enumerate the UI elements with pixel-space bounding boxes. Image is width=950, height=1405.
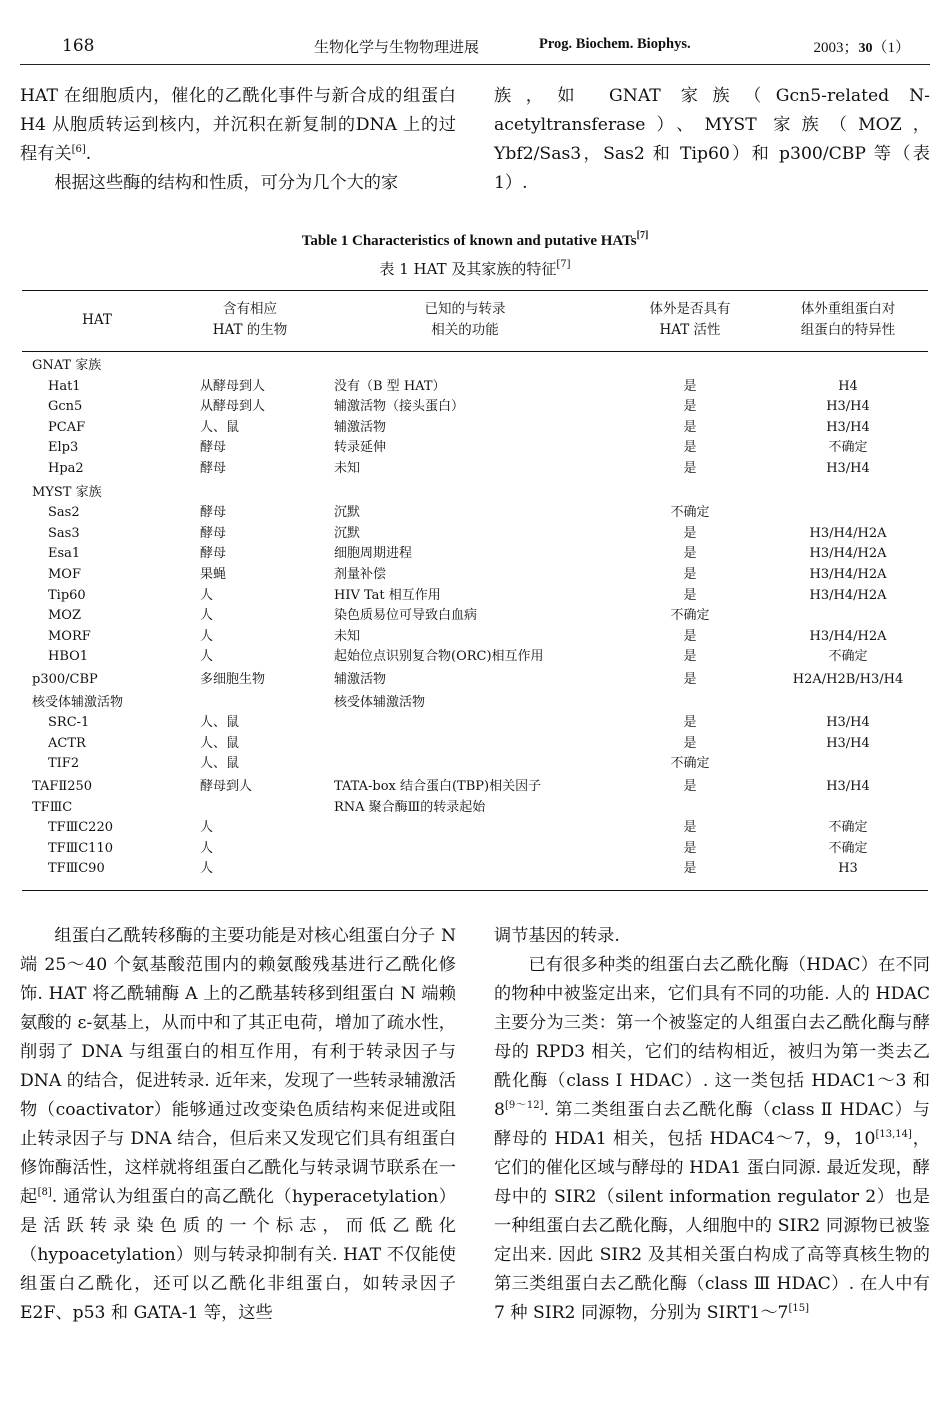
citation: [13,14] <box>875 1129 912 1140</box>
cell-hat: TFⅢC110 <box>48 840 113 856</box>
cell-function: 未知 <box>334 461 361 476</box>
cell-hat: Esa1 <box>48 546 81 562</box>
table-row <box>0 734 950 755</box>
cell-function: 沉默 <box>334 505 361 521</box>
table-header-function: 已知的与转录 相关的功能 <box>424 301 506 338</box>
table-row <box>0 503 950 524</box>
cell-hat: TIF2 <box>48 756 80 772</box>
cell-function: 辅激活物 <box>334 672 387 687</box>
citation: [6] <box>71 144 86 155</box>
cell-activity: 是 <box>683 546 697 562</box>
cell-hat: Hpa2 <box>48 461 84 476</box>
cell-specificity: H3/H4 <box>826 715 870 731</box>
cell-hat: TFⅢC <box>32 799 73 815</box>
cell-hat: TFⅢC90 <box>48 861 105 877</box>
cell-activity: 是 <box>683 440 697 456</box>
cell-organism: 从酵母到人 <box>200 399 266 415</box>
table-row <box>0 544 950 565</box>
cell-hat: Sas3 <box>48 525 80 541</box>
citation: [8] <box>37 1187 52 1198</box>
table-row <box>0 754 950 775</box>
cell-organism: 人 <box>200 608 214 624</box>
cell-organism: 酵母 <box>200 546 227 562</box>
table-top-rule <box>22 290 928 291</box>
cell-function: 细胞周期进程 <box>334 546 413 562</box>
table-row <box>0 565 950 586</box>
table-row <box>0 483 950 504</box>
cell-hat: 核受体辅激活物 <box>32 694 124 710</box>
table-row <box>0 647 950 668</box>
page-number: 168 <box>62 36 95 56</box>
cell-specificity: 不确定 <box>828 649 868 665</box>
cell-activity: 是 <box>683 820 697 836</box>
cell-activity: 不确定 <box>670 756 710 772</box>
table-row <box>0 818 950 839</box>
cell-hat: p300/CBP <box>32 672 98 687</box>
cell-hat: SRC-1 <box>48 715 90 731</box>
cell-specificity: H4 <box>838 378 858 394</box>
paragraph: 族，如 GNAT 家族（Gcn5-related N-acetyltransferase）、MYST 家族（MOZ，Ybf2/Sas3，Sas2 和 Tip60）和 p300/CBP 等（表 1）. <box>494 86 930 193</box>
cell-organism: 人 <box>200 649 214 665</box>
cell-hat: Elp3 <box>48 440 79 456</box>
cell-specificity: H3/H4 <box>826 399 870 415</box>
cell-activity: 是 <box>683 461 697 476</box>
cell-function: 核受体辅激活物 <box>334 694 426 710</box>
cell-hat: MORF <box>48 628 91 644</box>
cell-specificity: H3/H4 <box>826 735 870 751</box>
table-row <box>0 459 950 480</box>
citation: [15] <box>788 1303 809 1314</box>
cell-organism: 酵母 <box>200 440 227 456</box>
cell-organism: 酵母 <box>200 505 227 521</box>
cell-organism: 人、鼠 <box>200 756 240 772</box>
cell-hat: ACTR <box>48 735 86 751</box>
table-row <box>0 524 950 545</box>
cell-activity: 是 <box>683 419 697 435</box>
cell-hat: MOZ <box>48 608 82 624</box>
cell-activity: 是 <box>683 567 697 582</box>
table-row <box>0 627 950 648</box>
table-row <box>0 397 950 418</box>
cell-specificity: H3/H4 <box>826 419 870 435</box>
cell-activity: 是 <box>683 628 697 644</box>
cell-activity: 不确定 <box>670 608 710 624</box>
cell-organism: 果蝇 <box>200 567 227 582</box>
cell-organism: 人、鼠 <box>200 715 240 731</box>
cell-function: 辅激活物（接头蛋白） <box>334 399 465 415</box>
table-caption-en: Table 1 Characteristics of known and putative HATs[7] <box>301 230 649 249</box>
cell-hat: TFⅢC220 <box>48 820 113 836</box>
table-caption-cn: 表 1 HAT 及其家族的特征[7] <box>379 259 571 278</box>
cell-organism: 人 <box>200 861 214 877</box>
cell-specificity: 不确定 <box>828 820 868 836</box>
cell-activity: 是 <box>683 378 697 394</box>
paragraph: HAT 在细胞质内，催化的乙酰化事件与新合成的组蛋白 H4 从胞质转运到核内，并沉积在新复制的DNA 上的过程有关[6]. <box>20 86 456 164</box>
table-header-hat: HAT <box>82 312 112 328</box>
cell-specificity: H3/H4/H2A <box>809 628 887 644</box>
table-header-activity: 体外是否具有 HAT 活性 <box>649 301 731 338</box>
cell-organism: 人 <box>200 628 214 644</box>
table-row <box>0 586 950 607</box>
cell-activity: 是 <box>683 779 697 794</box>
paragraph: 已有很多种类的组蛋白去乙酰化酶（HDAC）在不同的物种中被鉴定出来，它们具有不同的功能. 人的 HDAC 主要分为三类：第一个被鉴定的人组蛋白去乙酰化酶与酵母的 RPD3 相关，它们的结构相近，被归为第一类去乙酰化酶（class Ⅰ HDAC）. 这一类包括 HDAC1～3 和 8[9～12]. 第二类组蛋白去乙酰化酶（class Ⅱ HDAC）与酵母的 HDA1 相关，包括 HDAC4～7，9，10[13,14]，它们的催化区域与酵母的 HDA1 蛋白同源. 最近发现，酵母中的 SIR2（silent information regulator 2）也是一种组蛋白去乙酰化酶，人细胞中的 SIR2 同源物已被鉴定出来. 因此 SIR2 及其相关蛋白构成了高等真核生物的第三类组蛋白去乙酰化酶（class Ⅲ HDAC）. 在人中有 7 种 SIR2 同源物，分别为 SIRT1～7[15] <box>494 955 930 1323</box>
top-right-column <box>494 82 930 198</box>
paragraph: 调节基因的转录. <box>494 926 620 946</box>
cell-activity: 是 <box>683 840 697 856</box>
journal-title-en: Prog. Biochem. Biophys. <box>539 36 691 52</box>
cell-organism: 酵母 <box>200 461 227 476</box>
citation: [9～12] <box>504 1100 544 1111</box>
table-row <box>0 670 950 691</box>
table-row <box>0 777 950 798</box>
table-row <box>0 606 950 627</box>
table-header-organism: 含有相应 HAT 的生物 <box>212 301 288 338</box>
header-rule <box>20 64 930 65</box>
table-row <box>0 859 950 880</box>
cell-specificity: H3/H4/H2A <box>809 525 887 541</box>
cell-organism: 从酵母到人 <box>200 378 266 394</box>
cell-organism: 人 <box>200 840 214 856</box>
cell-activity: 是 <box>683 715 697 731</box>
cell-activity: 是 <box>683 525 697 541</box>
cell-specificity: H3 <box>838 861 858 877</box>
bottom-left-column <box>20 922 456 1346</box>
table-row <box>0 438 950 459</box>
cell-hat: GNAT 家族 <box>32 358 102 373</box>
cell-organism: 酵母 <box>200 525 227 541</box>
top-left-column <box>20 82 456 198</box>
cell-specificity: 不确定 <box>828 840 868 856</box>
paragraph: 根据这些酶的结构和性质，可分为几个大的家 <box>54 173 399 193</box>
paragraph: 组蛋白乙酰转移酶的主要功能是对核心组蛋白分子 N 端 25～40 个氨基酸范围内的赖氨酸残基进行乙酰化修饰. HAT 将乙酰辅酶 A 上的乙酰基转移到组蛋白 N 端赖氨酸的 ε-氨基上，从而中和了其正电荷，增加了疏水性，削弱了 DNA 与组蛋白的相互作用，有利于转录因子与 DNA 的结合，促进转录. 近年来，发现了一些转录辅激活物（coactivator）能够通过改变染色质结构来促进或阻止转录因子与 DNA 结合，但后来又发现它们具有组蛋白修饰酶活性，这样就将组蛋白乙酰化与转录调节联系在一起[8]. 通常认为组蛋白的高乙酰化（hyperacetylation）是活跃转录染色质的一个标志，而低乙酰化（hypoacetylation）则与转录抑制有关. HAT 不仅能使组蛋白乙酰化，还可以乙酰化非组蛋白，如转录因子 E2F、p53 和 GATA-1 等，这些 <box>20 926 456 1323</box>
journal-title-cn: 生物化学与生物物理进展 <box>314 38 480 56</box>
cell-function: HIV Tat 相互作用 <box>334 587 441 603</box>
cell-function: 剂量补偿 <box>334 567 387 582</box>
cell-activity: 是 <box>683 649 697 665</box>
table-row <box>0 798 950 819</box>
cell-hat: HBO1 <box>48 649 89 665</box>
cell-function: 辅激活物 <box>334 419 387 435</box>
cell-organism: 人 <box>200 820 214 836</box>
table-row <box>0 693 950 714</box>
cell-activity: 是 <box>683 735 697 751</box>
table-bottom-rule <box>22 890 928 891</box>
cell-activity: 是 <box>683 587 697 603</box>
cell-function: 起始位点识别复合物(ORC)相互作用 <box>334 649 544 665</box>
cell-specificity: H2A/H2B/H3/H4 <box>792 672 904 687</box>
table-row <box>0 713 950 734</box>
volume-issue: 2003；30（1） <box>813 40 910 56</box>
cell-specificity: H3/H4 <box>826 779 870 794</box>
cell-organism: 多细胞生物 <box>200 672 266 687</box>
cell-specificity: H3/H4/H2A <box>809 546 887 562</box>
cell-organism: 人、鼠 <box>200 419 240 435</box>
cell-function: 未知 <box>334 628 361 644</box>
cell-hat: Sas2 <box>48 505 80 521</box>
bottom-right-column <box>494 922 930 1346</box>
cell-organism: 人 <box>200 587 214 603</box>
cell-hat: Tip60 <box>48 587 86 603</box>
cell-hat: Gcn5 <box>48 399 83 415</box>
cell-function: 染色质易位可导致白血病 <box>334 608 478 624</box>
table-row <box>0 356 950 377</box>
table-row <box>0 839 950 860</box>
cell-activity: 是 <box>683 399 697 415</box>
cell-hat: PCAF <box>48 419 86 435</box>
cell-hat: MOF <box>48 567 81 582</box>
cell-activity: 是 <box>683 672 697 687</box>
table-row <box>0 377 950 398</box>
cell-organism: 酵母到人 <box>200 779 253 794</box>
table-header-specificity: 体外重组蛋白对 组蛋白的特异性 <box>800 301 896 338</box>
cell-function: 没有（B 型 HAT） <box>334 378 446 394</box>
cell-function: 沉默 <box>334 525 361 541</box>
cell-organism: 人、鼠 <box>200 735 240 751</box>
table-row <box>0 418 950 439</box>
cell-activity: 不确定 <box>670 505 710 521</box>
cell-specificity: 不确定 <box>828 440 868 456</box>
cell-specificity: H3/H4/H2A <box>809 587 887 603</box>
cell-specificity: H3/H4 <box>826 461 870 476</box>
running-header <box>22 36 928 64</box>
cell-function: TATA-box 结合蛋白(TBP)相关因子 <box>334 779 542 794</box>
cell-activity: 是 <box>683 861 697 877</box>
cell-hat: MYST 家族 <box>32 484 102 500</box>
cell-hat: TAFⅡ250 <box>32 779 93 794</box>
cell-function: 转录延伸 <box>334 440 387 456</box>
cell-function: RNA 聚合酶Ⅲ的转录起始 <box>334 799 486 815</box>
cell-hat: Hat1 <box>48 378 81 394</box>
table-header-rule <box>22 351 928 352</box>
cell-specificity: H3/H4/H2A <box>809 567 887 582</box>
